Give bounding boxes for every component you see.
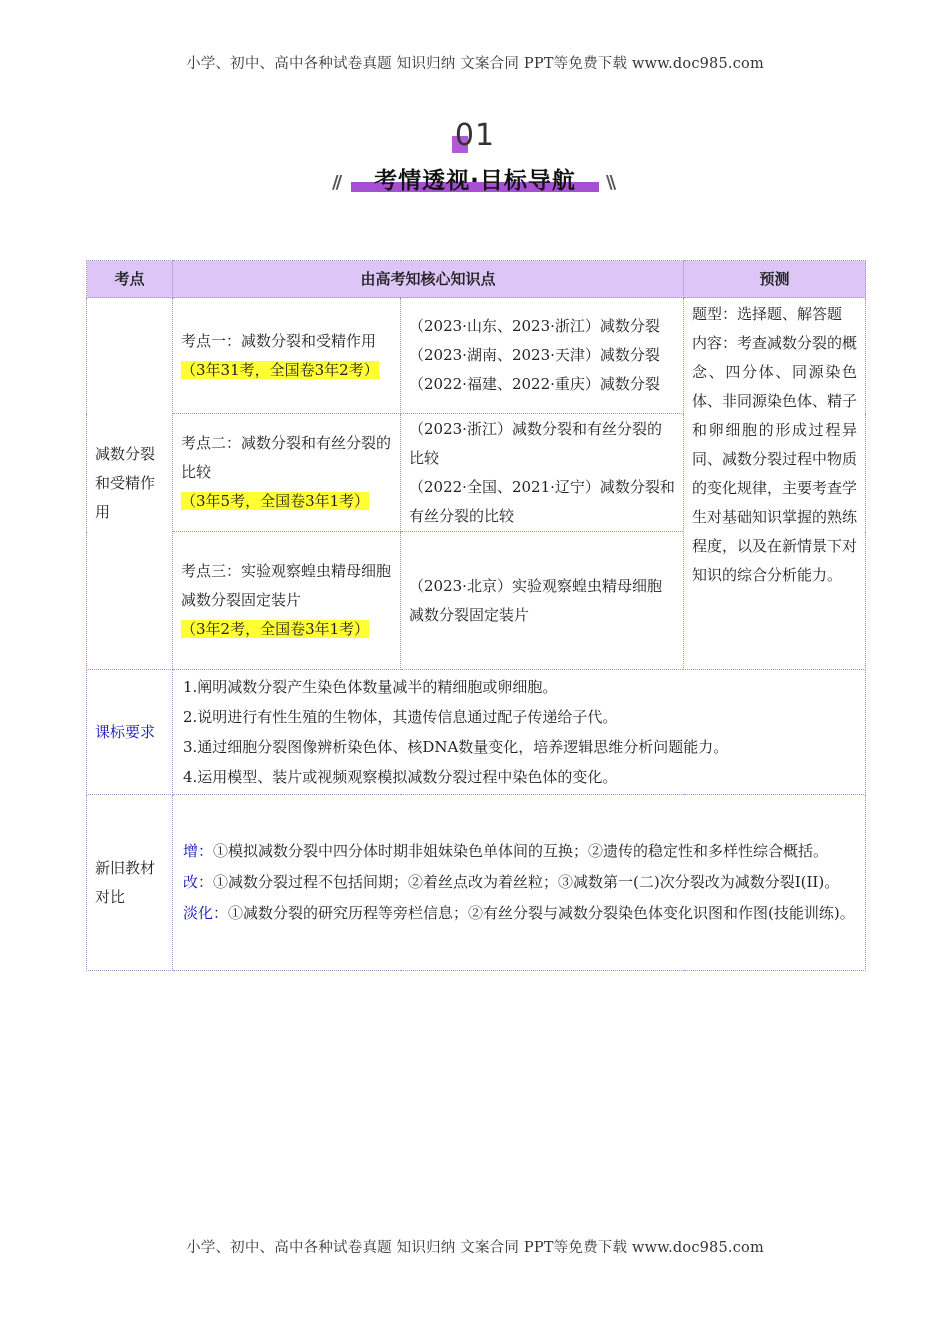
comparison-change [183,868,855,897]
curriculum-label: 课标要求 [87,670,173,795]
table-header-row [87,261,866,298]
point-2-cell [173,414,401,532]
point-3-title: 考点三：实验观察蝗虫精母细胞减数分裂固定装片 [181,562,392,609]
weaken-tag: 淡化： [183,904,229,922]
section-number: 01 [454,118,496,153]
comparison-cell [173,795,866,971]
add-tag: 增： [183,842,214,860]
change-tag: 改： [183,873,214,891]
point-3-stat: （3年2考，全国卷3年1考） [181,620,370,638]
curriculum-cell [173,670,866,795]
page-header: 小学、初中、高中各种试卷真题 知识归纳 文案合同 PPT等免费下载 www.doc985.com [186,56,764,72]
comparison-row [87,795,866,971]
source-line: （2023·浙江）减数分裂和有丝分裂的比较 [409,419,662,467]
page-footer: 小学、初中、高中各种试卷真题 知识归纳 文案合同 PPT等免费下载 www.doc985.com [186,1240,764,1256]
comparison-label: 新旧教材对比 [87,795,173,971]
weaken-text: ①减数分裂的研究历程等旁栏信息；②有丝分裂与减数分裂染色体变化识图和作图(技能训练)。 [228,904,855,922]
point-2-stat: （3年5考，全国卷3年1考） [181,492,370,510]
decor-slash-right: \\ [606,172,614,193]
prediction-cell [684,298,866,670]
point-2-title: 考点二：减数分裂和有丝分裂的比较 [181,434,392,481]
comparison-add [183,837,855,866]
point-2-sources [401,414,684,532]
curriculum-item: 3.通过细胞分裂图像辨析染色体、核DNA数量变化，培养逻辑思维分析问题能力。 [183,738,729,756]
point-3-cell [173,532,401,670]
source-line: （2023·湖南、2023·天津）减数分裂 [409,346,660,364]
section-title: 考情透视·目标导航 [374,168,576,194]
table-row [87,298,866,414]
add-text: ①模拟减数分裂中四分体时期非姐妹染色单体间的互换；②遗传的稳定性和多样性综合概括。 [213,842,829,860]
header-kaodian: 考点 [87,261,173,298]
point-1-sources [401,298,684,414]
comparison-weaken [183,899,855,928]
curriculum-item: 1.阐明减数分裂产生染色体数量减半的精细胞或卵细胞。 [183,678,558,696]
header-prediction: 预测 [684,261,866,298]
source-line: （2022·福建、2022·重庆）减数分裂 [409,375,660,393]
point-1-title: 考点一：减数分裂和受精作用 [181,331,377,350]
change-text: ①减数分裂过程不包括间期；②着丝点改为着丝粒；③减数第一(二)次分裂改为减数分裂Ⅰ(II)。 [213,873,840,891]
source-line: （2023·北京）实验观察蝗虫精母细胞减数分裂固定装片 [409,576,662,624]
header-knowledge: 由高考知核心知识点 [173,261,684,298]
point-3-sources [401,532,684,670]
curriculum-row [87,670,866,795]
exam-analysis-table [86,260,866,971]
curriculum-item: 4.运用模型、装片或视频观察模拟减数分裂过程中染色体的变化。 [183,768,618,786]
source-line: （2022·全国、2021·辽宁）减数分裂和有丝分裂的比较 [409,477,675,525]
prediction-content: 内容：考查减数分裂的概念、四分体、同源染色体、非同源染色体、精子和卵细胞的形成过程异同、减数分裂过程中物质的变化规律，主要考查学生对基础知识掌握的熟练程度，以及在新情景下对知识的综合分析能力。 [692,334,858,584]
prediction-type: 题型：选择题、解答题 [692,305,843,323]
topic-label: 减数分裂和受精作用 [87,298,173,670]
source-line: （2023·山东、2023·浙江）减数分裂 [409,317,660,335]
point-1-cell [173,298,401,414]
point-1-stat: （3年31考，全国卷3年2考） [181,360,379,379]
curriculum-item: 2.说明进行有性生殖的生物体，其遗传信息通过配子传递给子代。 [183,708,618,726]
decor-slash-left: // [332,172,340,193]
